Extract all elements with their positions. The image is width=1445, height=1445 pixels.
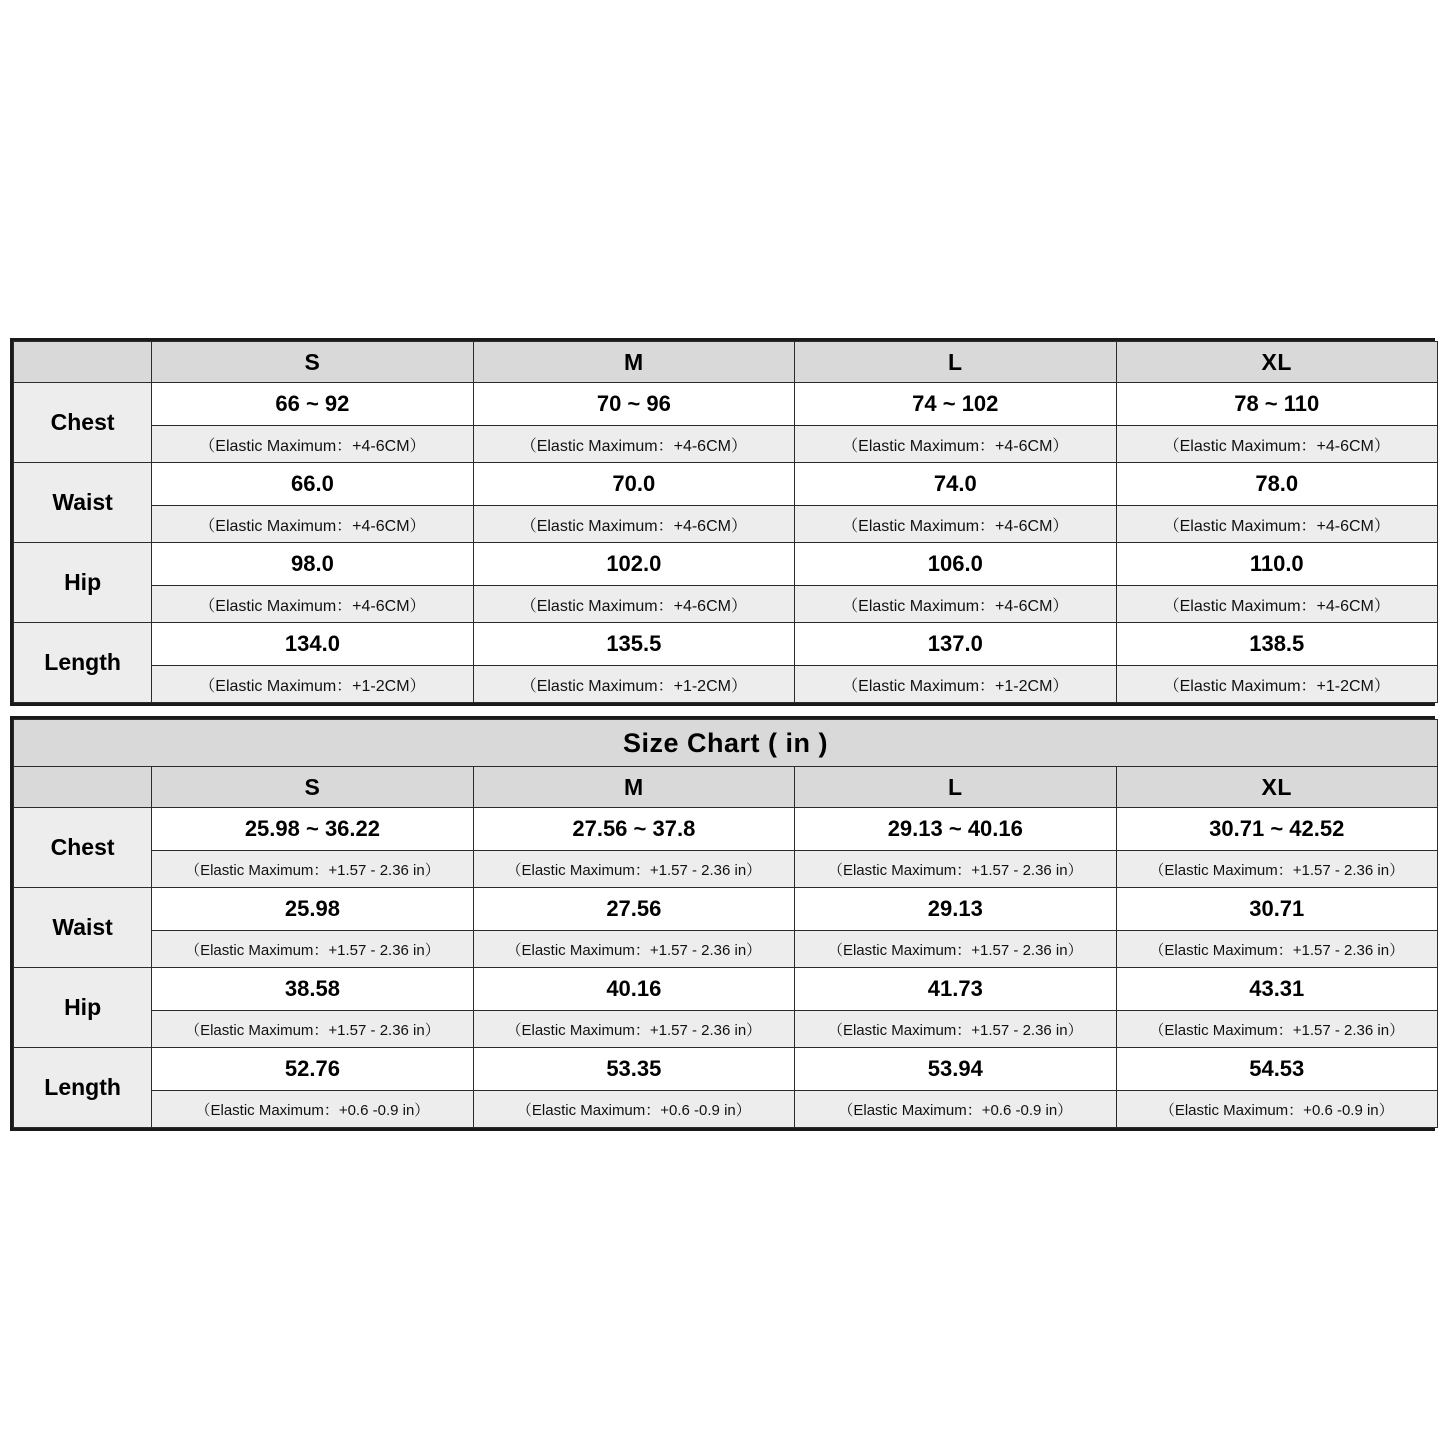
table-row — [14, 623, 1438, 666]
header-size-xl: XL — [1116, 342, 1438, 383]
row-label-length: Length — [14, 623, 152, 703]
note-waist-m: （Elastic Maximum：+1.57 - 2.36 in） — [473, 931, 794, 968]
cell-waist-m: 27.56 — [473, 888, 794, 931]
cell-chest-xl: 30.71 ~ 42.52 — [1116, 808, 1438, 851]
note-length-s: （Elastic Maximum：+1-2CM） — [152, 666, 473, 703]
cell-chest-s: 25.98 ~ 36.22 — [152, 808, 473, 851]
cell-length-s: 134.0 — [152, 623, 473, 666]
table-note-row — [14, 851, 1438, 888]
cell-hip-l: 41.73 — [795, 968, 1116, 1011]
note-chest-xl: （Elastic Maximum：+4-6CM） — [1116, 426, 1438, 463]
size-table-cm — [13, 341, 1438, 703]
note-hip-l: （Elastic Maximum：+1.57 - 2.36 in） — [795, 1011, 1116, 1048]
cell-hip-xl: 110.0 — [1116, 543, 1438, 586]
cell-length-l: 53.94 — [795, 1048, 1116, 1091]
header-size-s: S — [152, 342, 473, 383]
table-note-row — [14, 666, 1438, 703]
size-chart-container — [10, 338, 1435, 1131]
table-note-row — [14, 1011, 1438, 1048]
note-chest-xl: （Elastic Maximum：+1.57 - 2.36 in） — [1116, 851, 1438, 888]
cell-chest-l: 74 ~ 102 — [795, 383, 1116, 426]
size-table-in — [13, 719, 1438, 1128]
cell-waist-l: 74.0 — [795, 463, 1116, 506]
row-label-length: Length — [14, 1048, 152, 1128]
note-chest-m: （Elastic Maximum：+1.57 - 2.36 in） — [473, 851, 794, 888]
chart-title-in: Size Chart ( in ) — [14, 720, 1438, 767]
note-chest-m: （Elastic Maximum：+4-6CM） — [473, 426, 794, 463]
note-length-s: （Elastic Maximum：+0.6 -0.9 in） — [152, 1091, 473, 1128]
cell-waist-s: 66.0 — [152, 463, 473, 506]
row-label-waist: Waist — [14, 888, 152, 968]
cell-length-l: 137.0 — [795, 623, 1116, 666]
cell-chest-m: 70 ~ 96 — [473, 383, 794, 426]
header-size-l: L — [795, 342, 1116, 383]
cell-length-xl: 138.5 — [1116, 623, 1438, 666]
cell-hip-s: 38.58 — [152, 968, 473, 1011]
note-hip-s: （Elastic Maximum：+4-6CM） — [152, 586, 473, 623]
note-length-xl: （Elastic Maximum：+1-2CM） — [1116, 666, 1438, 703]
size-chart-in — [10, 716, 1435, 1131]
header-corner-cell — [14, 342, 152, 383]
table-row — [14, 543, 1438, 586]
note-waist-s: （Elastic Maximum：+1.57 - 2.36 in） — [152, 931, 473, 968]
table-row — [14, 383, 1438, 426]
note-chest-s: （Elastic Maximum：+4-6CM） — [152, 426, 473, 463]
table-note-row — [14, 506, 1438, 543]
cell-hip-s: 98.0 — [152, 543, 473, 586]
header-size-xl: XL — [1116, 767, 1438, 808]
note-length-m: （Elastic Maximum：+1-2CM） — [473, 666, 794, 703]
cell-waist-xl: 30.71 — [1116, 888, 1438, 931]
row-label-chest: Chest — [14, 383, 152, 463]
table-row — [14, 808, 1438, 851]
note-waist-s: （Elastic Maximum：+4-6CM） — [152, 506, 473, 543]
row-label-chest: Chest — [14, 808, 152, 888]
table-note-row — [14, 931, 1438, 968]
chart-spacer — [10, 706, 1435, 716]
table-note-row — [14, 1091, 1438, 1128]
note-length-m: （Elastic Maximum：+0.6 -0.9 in） — [473, 1091, 794, 1128]
header-corner-cell — [14, 767, 152, 808]
cell-hip-m: 102.0 — [473, 543, 794, 586]
note-hip-m: （Elastic Maximum：+1.57 - 2.36 in） — [473, 1011, 794, 1048]
header-size-l: L — [795, 767, 1116, 808]
chart-title-row — [14, 720, 1438, 767]
cell-hip-m: 40.16 — [473, 968, 794, 1011]
cell-chest-l: 29.13 ~ 40.16 — [795, 808, 1116, 851]
table-row — [14, 1048, 1438, 1091]
table-header-row — [14, 767, 1438, 808]
cell-length-m: 135.5 — [473, 623, 794, 666]
cell-length-s: 52.76 — [152, 1048, 473, 1091]
table-note-row — [14, 426, 1438, 463]
note-waist-xl: （Elastic Maximum：+4-6CM） — [1116, 506, 1438, 543]
cell-length-xl: 54.53 — [1116, 1048, 1438, 1091]
cell-waist-s: 25.98 — [152, 888, 473, 931]
cell-chest-m: 27.56 ~ 37.8 — [473, 808, 794, 851]
cell-length-m: 53.35 — [473, 1048, 794, 1091]
cell-waist-m: 70.0 — [473, 463, 794, 506]
note-length-l: （Elastic Maximum：+1-2CM） — [795, 666, 1116, 703]
cell-hip-xl: 43.31 — [1116, 968, 1438, 1011]
note-length-l: （Elastic Maximum：+0.6 -0.9 in） — [795, 1091, 1116, 1128]
cell-hip-l: 106.0 — [795, 543, 1116, 586]
cell-chest-s: 66 ~ 92 — [152, 383, 473, 426]
table-row — [14, 888, 1438, 931]
cell-waist-xl: 78.0 — [1116, 463, 1438, 506]
row-label-hip: Hip — [14, 543, 152, 623]
table-note-row — [14, 586, 1438, 623]
note-hip-xl: （Elastic Maximum：+4-6CM） — [1116, 586, 1438, 623]
table-row — [14, 968, 1438, 1011]
header-size-m: M — [473, 342, 794, 383]
note-chest-l: （Elastic Maximum：+4-6CM） — [795, 426, 1116, 463]
cell-chest-xl: 78 ~ 110 — [1116, 383, 1438, 426]
note-waist-l: （Elastic Maximum：+1.57 - 2.36 in） — [795, 931, 1116, 968]
row-label-hip: Hip — [14, 968, 152, 1048]
header-size-s: S — [152, 767, 473, 808]
note-hip-s: （Elastic Maximum：+1.57 - 2.36 in） — [152, 1011, 473, 1048]
note-waist-m: （Elastic Maximum：+4-6CM） — [473, 506, 794, 543]
note-length-xl: （Elastic Maximum：+0.6 -0.9 in） — [1116, 1091, 1438, 1128]
table-row — [14, 463, 1438, 506]
note-chest-s: （Elastic Maximum：+1.57 - 2.36 in） — [152, 851, 473, 888]
note-chest-l: （Elastic Maximum：+1.57 - 2.36 in） — [795, 851, 1116, 888]
note-hip-l: （Elastic Maximum：+4-6CM） — [795, 586, 1116, 623]
row-label-waist: Waist — [14, 463, 152, 543]
note-hip-m: （Elastic Maximum：+4-6CM） — [473, 586, 794, 623]
cell-waist-l: 29.13 — [795, 888, 1116, 931]
header-size-m: M — [473, 767, 794, 808]
note-hip-xl: （Elastic Maximum：+1.57 - 2.36 in） — [1116, 1011, 1438, 1048]
size-chart-cm — [10, 338, 1435, 706]
note-waist-l: （Elastic Maximum：+4-6CM） — [795, 506, 1116, 543]
table-header-row — [14, 342, 1438, 383]
note-waist-xl: （Elastic Maximum：+1.57 - 2.36 in） — [1116, 931, 1438, 968]
